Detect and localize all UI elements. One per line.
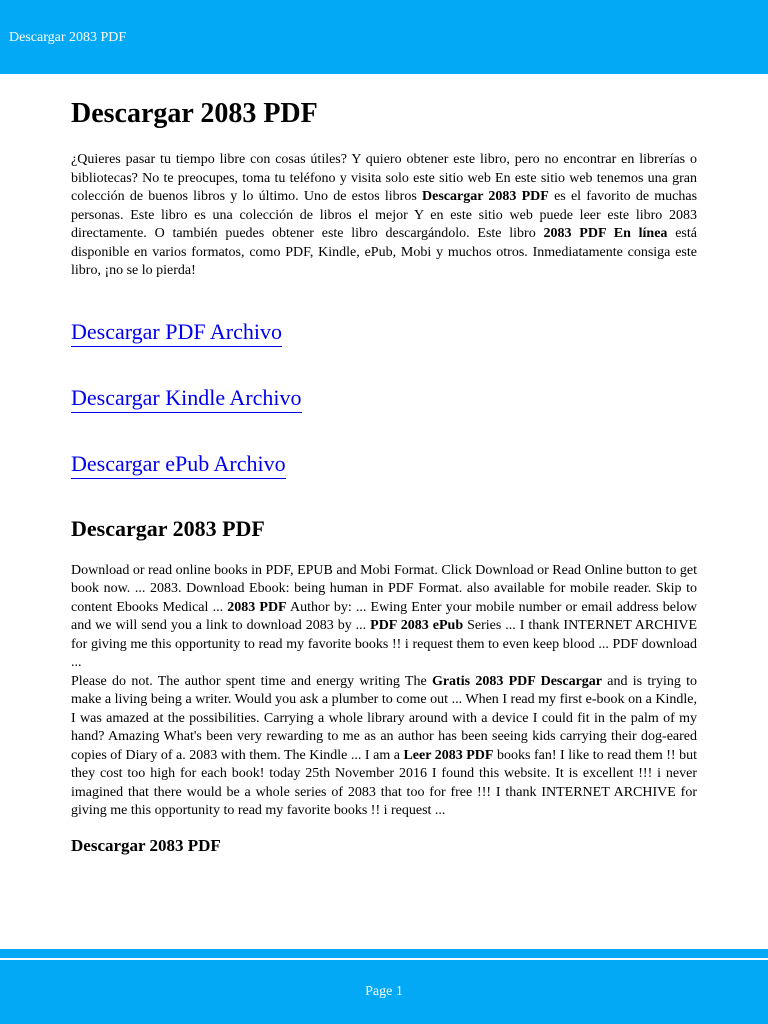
body2-text-2: and is trying to make a living being a writer. Would you ask a plumber to come out ... When I read my first e-book on a Kindle, I was amazed at the possibilities. Carrying a whole library around with a device I could fit in the palm of my hand? Amazing What's been very rewarding to me as an author has been seeing kids carrying their dog-eared copies of Diary of a. 2083 with them. The Kindle ... I am a [71,673,698,763]
pdf-link-row [71,319,697,347]
header-bar [0,0,768,74]
body2-bold-1: Gratis 2083 PDF Descargar [431,673,603,689]
body2-text-1: Please do not. The author spent time and energy writing The [71,673,432,689]
intro-bold-2: 2083 PDF En línea [543,226,668,241]
footer-divider [0,958,768,960]
download-kindle-link[interactable]: Descargar Kindle Archivo [71,385,302,413]
epub-link-row [71,451,697,479]
intro-text-2: es el favorito de muchas personas. Este libro es una colección de libros el mejor Y en este sitio web puede leer este libro 2083 directamente. O también puedes obtener este libro descargándolo. Este libro [71,189,698,241]
download-epub-link[interactable]: Descargar ePub Archivo [71,451,286,479]
body1-text-3: Series ... I thank INTERNET ARCHIVE for giving me this opportunity to read my favorite books !! i request them to even keep blood ... PDF download ... [71,618,697,670]
page-number: Page 1 [365,984,403,999]
body1-text-2: Author by: ... Ewing Enter your mobile number or email address below and we will send you a link to download 2083 by ... [71,599,698,633]
body-paragraph-2 [71,673,697,821]
main-content [71,96,697,857]
intro-paragraph [71,151,697,281]
section-heading: Descargar 2083 PDF [71,515,265,541]
sub-heading: Descargar 2083 PDF [71,835,221,855]
body1-bold-1: 2083 PDF [227,599,287,615]
body1-text-1: Download or read online books in PDF, EPUB and Mobi Format. Click Download or Read Online button to get book now. ... 2083. Download Ebook: being human in PDF Format. also available for mobile reader. Skip to content Ebooks Medical ... [71,562,697,615]
body-paragraph-1 [71,562,697,673]
download-pdf-link[interactable]: Descargar PDF Archivo [71,319,282,347]
header-title: Descargar 2083 PDF [9,30,127,45]
footer-bar [0,949,768,1024]
body2-bold-2: Leer 2083 PDF [403,747,494,763]
kindle-link-row [71,385,697,413]
page-title: Descargar 2083 PDF [71,98,318,129]
intro-bold-1: Descargar 2083 PDF [422,189,549,204]
intro-text-3: está disponible en varios formatos, como PDF, Kindle, ePub, Mobi y muchos otros. Inmediatamente consiga este libro, ¡no se lo pierda! [71,226,697,278]
body2-text-3: books fan! I like to read them !! but they cost too high for each book! today 25th November 2016 I found this website. It is excellent !!! i never imagined that there would be a whole series of 2083 that too for free !!! I thank INTERNET ARCHIVE for giving me this opportunity to read my favorite books !! i request ... [71,747,697,818]
intro-text-1: ¿Quieres pasar tu tiempo libre con cosas útiles? Y quiero obtener este libro, pero no encontrar en librerías o bibliotecas? No te preocupes, toma tu teléfono y visita solo este sitio web En este sitio web tenemos una gran colección de buenos libros y lo último. Uno de estos libros [71,152,697,204]
body1-bold-2: PDF 2083 ePub [370,618,464,633]
